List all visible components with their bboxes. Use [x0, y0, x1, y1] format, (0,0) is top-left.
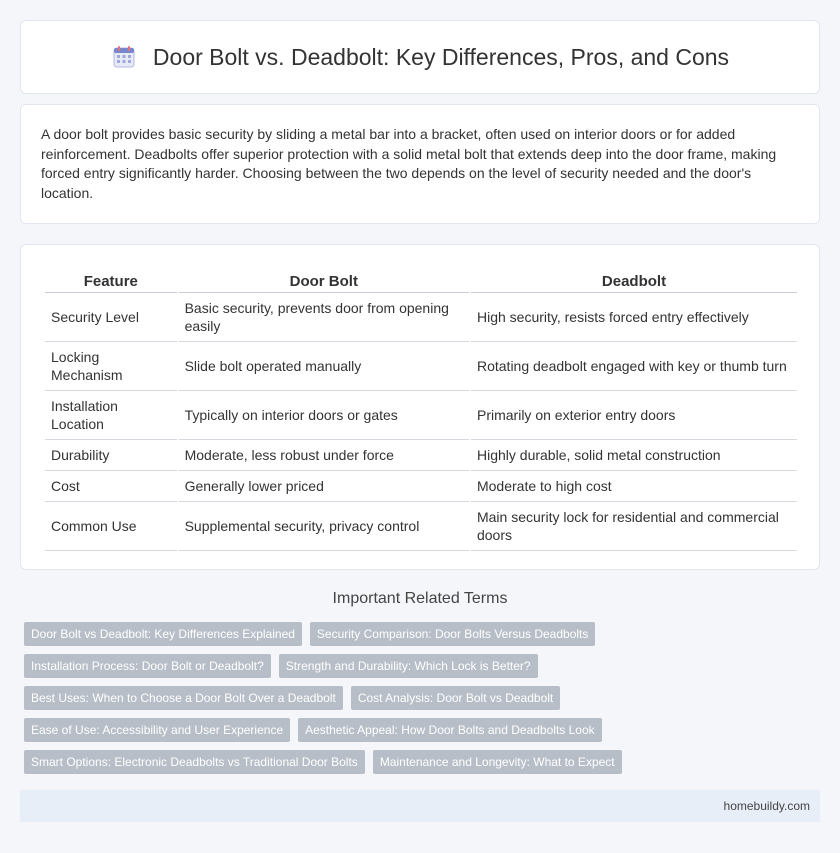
cell-door-bolt: Typically on interior doors or gates — [179, 391, 469, 440]
footer-site[interactable]: homebuildy.com — [723, 799, 810, 813]
cell-feature: Cost — [45, 471, 177, 502]
table-row — [45, 293, 797, 342]
cell-door-bolt: Generally lower priced — [179, 471, 469, 502]
cell-feature: Security Level — [45, 293, 177, 342]
cell-door-bolt: Supplemental security, privacy control — [179, 502, 469, 551]
intro-text: A door bolt provides basic security by sliding a metal bar into a bracket, often used on interior doors or for added reinforcement. Deadbolts offer superior protection with a solid metal bolt that extends deep into the door frame, making forced entry significantly harder. Choosing between the two depends on the level of security needed and the door's location. — [41, 126, 777, 201]
related-tag[interactable]: Smart Options: Electronic Deadbolts vs Traditional Door Bolts — [24, 750, 365, 774]
cell-door-bolt: Slide bolt operated manually — [179, 342, 469, 391]
header-feature: Feature — [45, 263, 177, 293]
comparison-table-card — [20, 244, 820, 570]
table-row — [45, 440, 797, 471]
related-terms-tags — [24, 622, 824, 782]
related-tag[interactable]: Best Uses: When to Choose a Door Bolt Over a Deadbolt — [24, 686, 343, 710]
tag-row — [24, 686, 824, 710]
header-card — [20, 20, 820, 94]
table-row — [45, 471, 797, 502]
related-tag[interactable]: Strength and Durability: Which Lock is Better? — [279, 654, 538, 678]
page-title: Door Bolt vs. Deadbolt: Key Differences, Pros, and Cons — [152, 43, 730, 70]
cell-feature: Common Use — [45, 502, 177, 551]
intro-card — [20, 104, 820, 224]
comparison-table — [43, 263, 799, 551]
header-deadbolt: Deadbolt — [471, 263, 797, 293]
cell-feature: Locking Mechanism — [45, 342, 177, 391]
table-row — [45, 502, 797, 551]
cell-door-bolt: Basic security, prevents door from opening easily — [179, 293, 469, 342]
cell-feature: Durability — [45, 440, 177, 471]
related-terms-title: Important Related Terms — [332, 590, 508, 607]
calendar-icon — [111, 44, 137, 70]
related-tag[interactable]: Door Bolt vs Deadbolt: Key Differences Explained — [24, 622, 302, 646]
cell-door-bolt: Moderate, less robust under force — [179, 440, 469, 471]
cell-deadbolt: High security, resists forced entry effectively — [471, 293, 797, 342]
related-tag[interactable]: Aesthetic Appeal: How Door Bolts and Deadbolts Look — [298, 718, 602, 742]
table-row — [45, 342, 797, 391]
header-door-bolt: Door Bolt — [179, 263, 469, 293]
cell-deadbolt: Highly durable, solid metal construction — [471, 440, 797, 471]
title-wrap — [111, 44, 729, 71]
tag-row — [24, 622, 824, 646]
table-row — [45, 391, 797, 440]
cell-deadbolt: Main security lock for residential and commercial doors — [471, 502, 797, 551]
cell-deadbolt: Rotating deadbolt engaged with key or thumb turn — [471, 342, 797, 391]
cell-deadbolt: Primarily on exterior entry doors — [471, 391, 797, 440]
tag-row — [24, 750, 824, 774]
cell-feature: Installation Location — [45, 391, 177, 440]
related-tag[interactable]: Ease of Use: Accessibility and User Experience — [24, 718, 290, 742]
related-tag[interactable]: Maintenance and Longevity: What to Expect — [373, 750, 622, 774]
related-tag[interactable]: Security Comparison: Door Bolts Versus Deadbolts — [310, 622, 595, 646]
table-header-row — [45, 263, 797, 293]
tag-row — [24, 718, 824, 742]
tag-row — [24, 654, 824, 678]
cell-deadbolt: Moderate to high cost — [471, 471, 797, 502]
related-tag[interactable]: Installation Process: Door Bolt or Deadbolt? — [24, 654, 271, 678]
related-tag[interactable]: Cost Analysis: Door Bolt vs Deadbolt — [351, 686, 560, 710]
footer — [20, 790, 820, 822]
